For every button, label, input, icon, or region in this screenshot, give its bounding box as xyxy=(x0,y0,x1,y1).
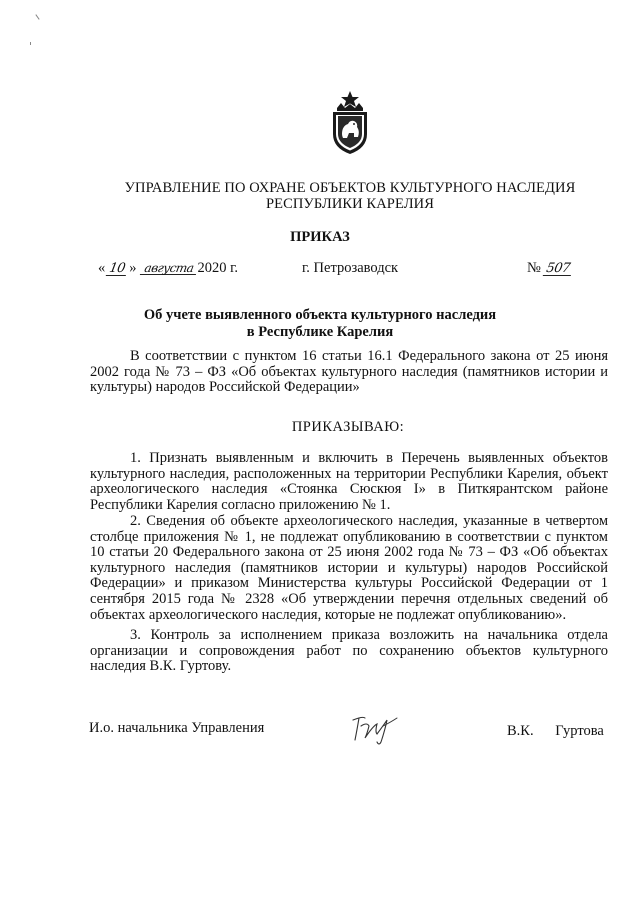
date-close-quote: » xyxy=(129,260,137,276)
subject-line2: в Республике Карелия xyxy=(246,323,394,340)
subject-line1: Об учете выявленного объекта культурного наследия xyxy=(143,307,497,323)
handwritten-signature-icon xyxy=(347,712,403,748)
scan-mark xyxy=(35,14,39,19)
signatory-role: И.о. начальника Управления xyxy=(89,720,265,736)
order-city: г. Петрозаводск xyxy=(302,260,399,276)
organization-name-line2: РЕСПУБЛИКИ КАРЕЛИЯ xyxy=(265,196,435,212)
organization-name-line1: УПРАВЛЕНИЕ ПО ОХРАНЕ ОБЪЕКТОВ КУЛЬТУРНОГО НАСЛЕДИЯ xyxy=(124,180,576,196)
order-item-1: 1. Признать выявленным и включить в Перечень выявленных объектов культурного наследия, расположенных на территории Республики Карелия, объект археологического наследия «Стоянка Сюскюя I» в Питкярантском районе Республики Карелия согласно приложению № 1. xyxy=(90,450,608,513)
signatory-name: В.К. Гуртова xyxy=(507,723,604,739)
order-number xyxy=(527,260,572,277)
karelia-coat-of-arms-icon xyxy=(327,90,373,156)
order-number-handwritten: 507 xyxy=(543,262,573,276)
date-day-handwritten: 10 xyxy=(106,262,128,276)
scan-mark xyxy=(30,42,31,45)
preamble-paragraph: В соответствии с пунктом 16 статьи 16.1 Федерального закона от 25 июня 2002 года № 73 – ФЗ «Об объектах культурного наследия (памятников истории и культуры) народов Российской Федерации» xyxy=(90,348,608,396)
date-open-quote: « xyxy=(98,260,106,276)
order-item-2: 2. Сведения об объекте археологического наследия, указанные в четвертом столбце приложения № 1, не подлежат опубликованию в соответствии с пунктом 10 статьи 20 Федерального закона от 25 июня 2002 года № 73 – ФЗ «Об объектах культурного наследия (памятников истории и культуры) народов Российской Федерации» и приказом Министерства культуры Российской Федерации от 1 сентября 2015 года № 2328 «Об утверждении перечня отдельных сведений об объектах археологического наследия, которые не подлежат опубликованию». xyxy=(90,513,608,623)
order-subject xyxy=(0,307,640,340)
date-month-handwritten: августа xyxy=(139,262,197,275)
order-item-3: 3. Контроль за исполнением приказа возложить на начальника отдела организации и сопровождения работ по сохранению объектов культурного наследия В.К. Гуртову. xyxy=(90,627,608,675)
document-type-title: ПРИКАЗ xyxy=(290,229,350,245)
date-year: 2020 г. xyxy=(197,260,239,276)
order-date xyxy=(98,260,238,277)
order-number-label: № xyxy=(527,260,541,276)
order-directive-word: ПРИКАЗЫВАЮ: xyxy=(291,419,405,435)
